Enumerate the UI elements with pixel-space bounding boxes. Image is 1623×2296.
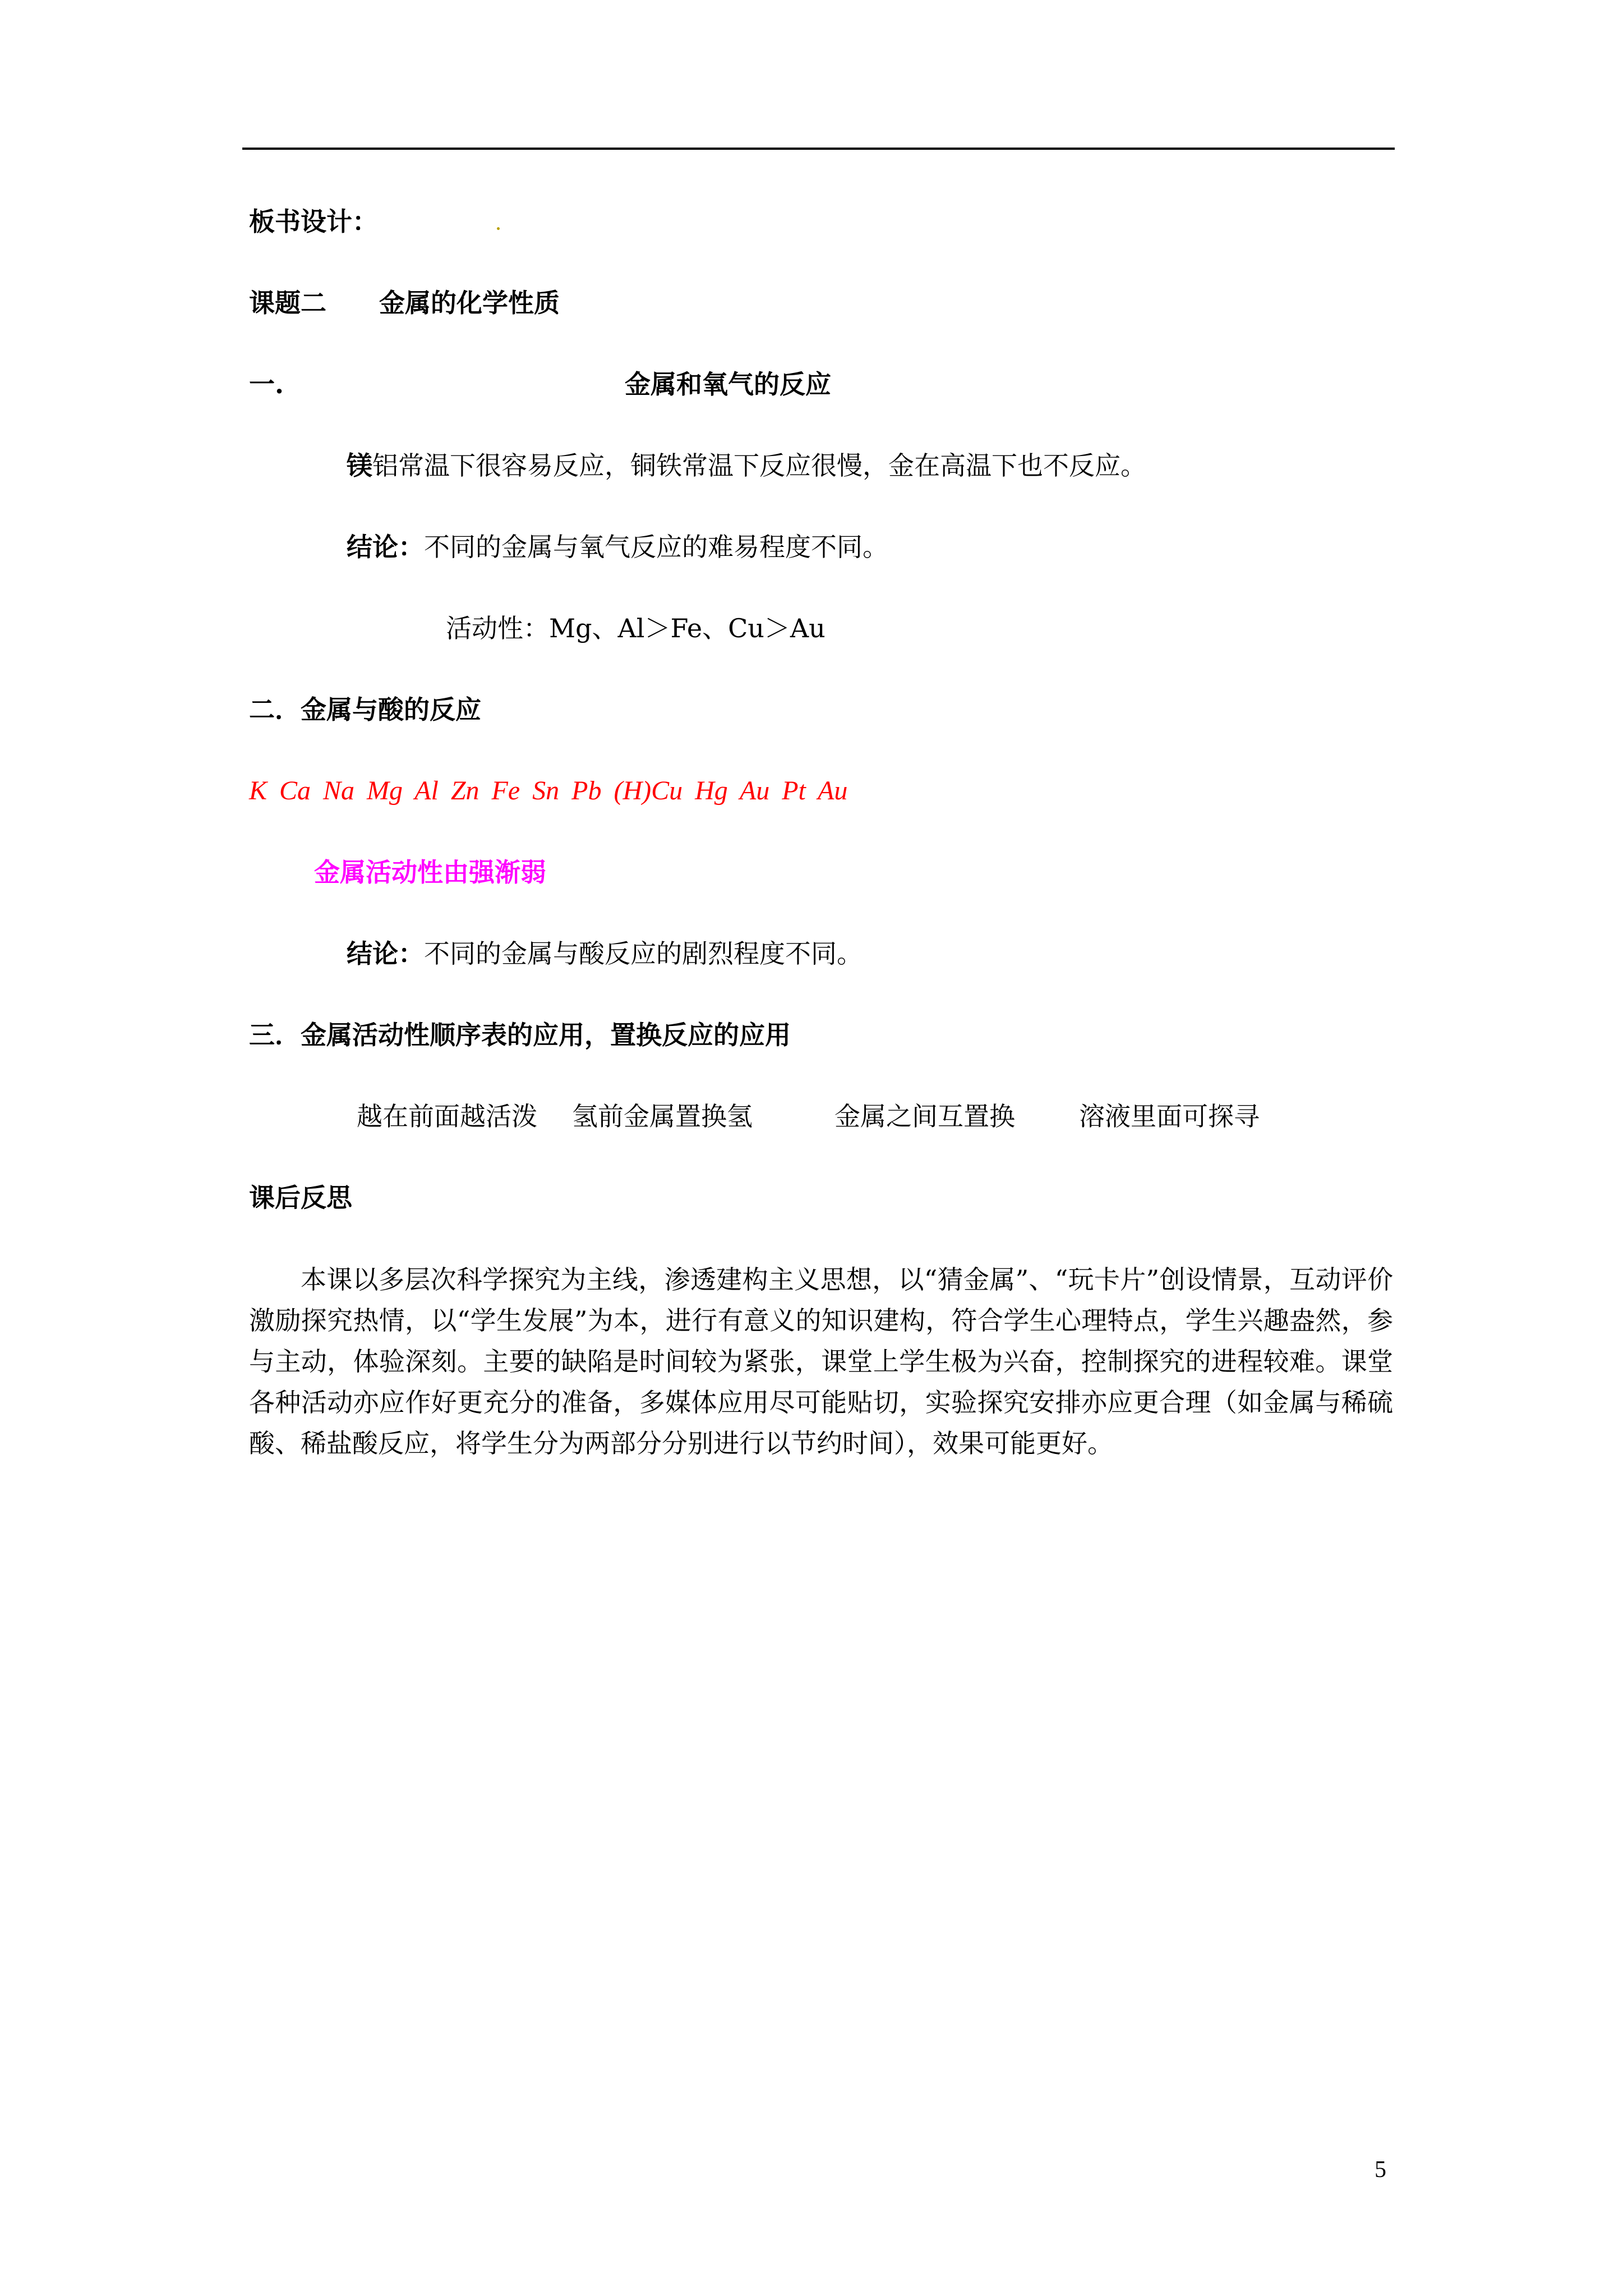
board-design-label: 板书设计： xyxy=(249,206,378,237)
conclusion-text: 不同的金属与氧气反应的难易程度不同。 xyxy=(424,532,888,562)
lesson-number: 课题二 xyxy=(249,288,326,318)
reflection-heading: 课后反思 xyxy=(249,1182,352,1213)
activity-series: K Ca Na Mg Al Zn Fe Sn Pb (H)Cu Hg Au Pt Au xyxy=(249,776,848,806)
observation-lead: 镁 xyxy=(347,450,372,481)
header-rule xyxy=(242,148,1395,150)
reflection-paragraph: 本课以多层次科学探究为主线，渗透建构主义思想，以“猜金属”、“玩卡片”创设情景，互动评价激励探究热情，以“学生发展”为本，进行有意义的知识建构，符合学生心理特点，学生兴趣盎然，参与主动，体验深刻。主要的缺陷是时间较为紧张，课堂上学生极为兴奋，控制探究的进程较难。课堂各种活动亦应作好更充分的准备，多媒体应用尽可能贴切，实验探究安排亦应更合理（如金属与稀硫酸、稀盐酸反应，将学生分为两部分分别进行以节约时间），效果可能更好。 xyxy=(249,1264,1393,1458)
activity-series-note: 金属活动性由强渐弱 xyxy=(314,857,546,887)
observation-text: 铝常温下很容易反应，铜铁常温下反应很慢，金在高温下也不反应。 xyxy=(372,450,1146,481)
rhyme-1: 越在前面越活泼 xyxy=(357,1101,537,1131)
section1-activity: 活动性：Mg、Al＞Fe、Cu＞Au xyxy=(446,613,826,643)
rhyme-2: 氢前金属置换氢 xyxy=(572,1101,753,1131)
page-number: 5 xyxy=(1375,2157,1386,2183)
section1-observation xyxy=(347,449,1146,482)
section3-heading: 三．金属活动性顺序表的应用，置换反应的应用 xyxy=(249,1020,791,1050)
rhyme-3: 金属之间互置换 xyxy=(834,1101,1015,1131)
conclusion-text: 不同的金属与酸反应的剧烈程度不同。 xyxy=(424,938,863,969)
section1-conclusion xyxy=(347,530,888,564)
rhyme-4: 溶液里面可探寻 xyxy=(1079,1101,1260,1131)
conclusion-label: 结论： xyxy=(347,938,424,969)
section2-heading: 二．金属与酸的反应 xyxy=(249,694,481,725)
lesson-title: 金属的化学性质 xyxy=(379,288,560,318)
section1-number: 一. xyxy=(249,369,284,399)
speck-mark xyxy=(497,227,500,230)
section1-heading: 金属和氧气的反应 xyxy=(625,369,831,399)
conclusion-label: 结论： xyxy=(347,532,424,562)
section2-conclusion xyxy=(347,937,863,970)
